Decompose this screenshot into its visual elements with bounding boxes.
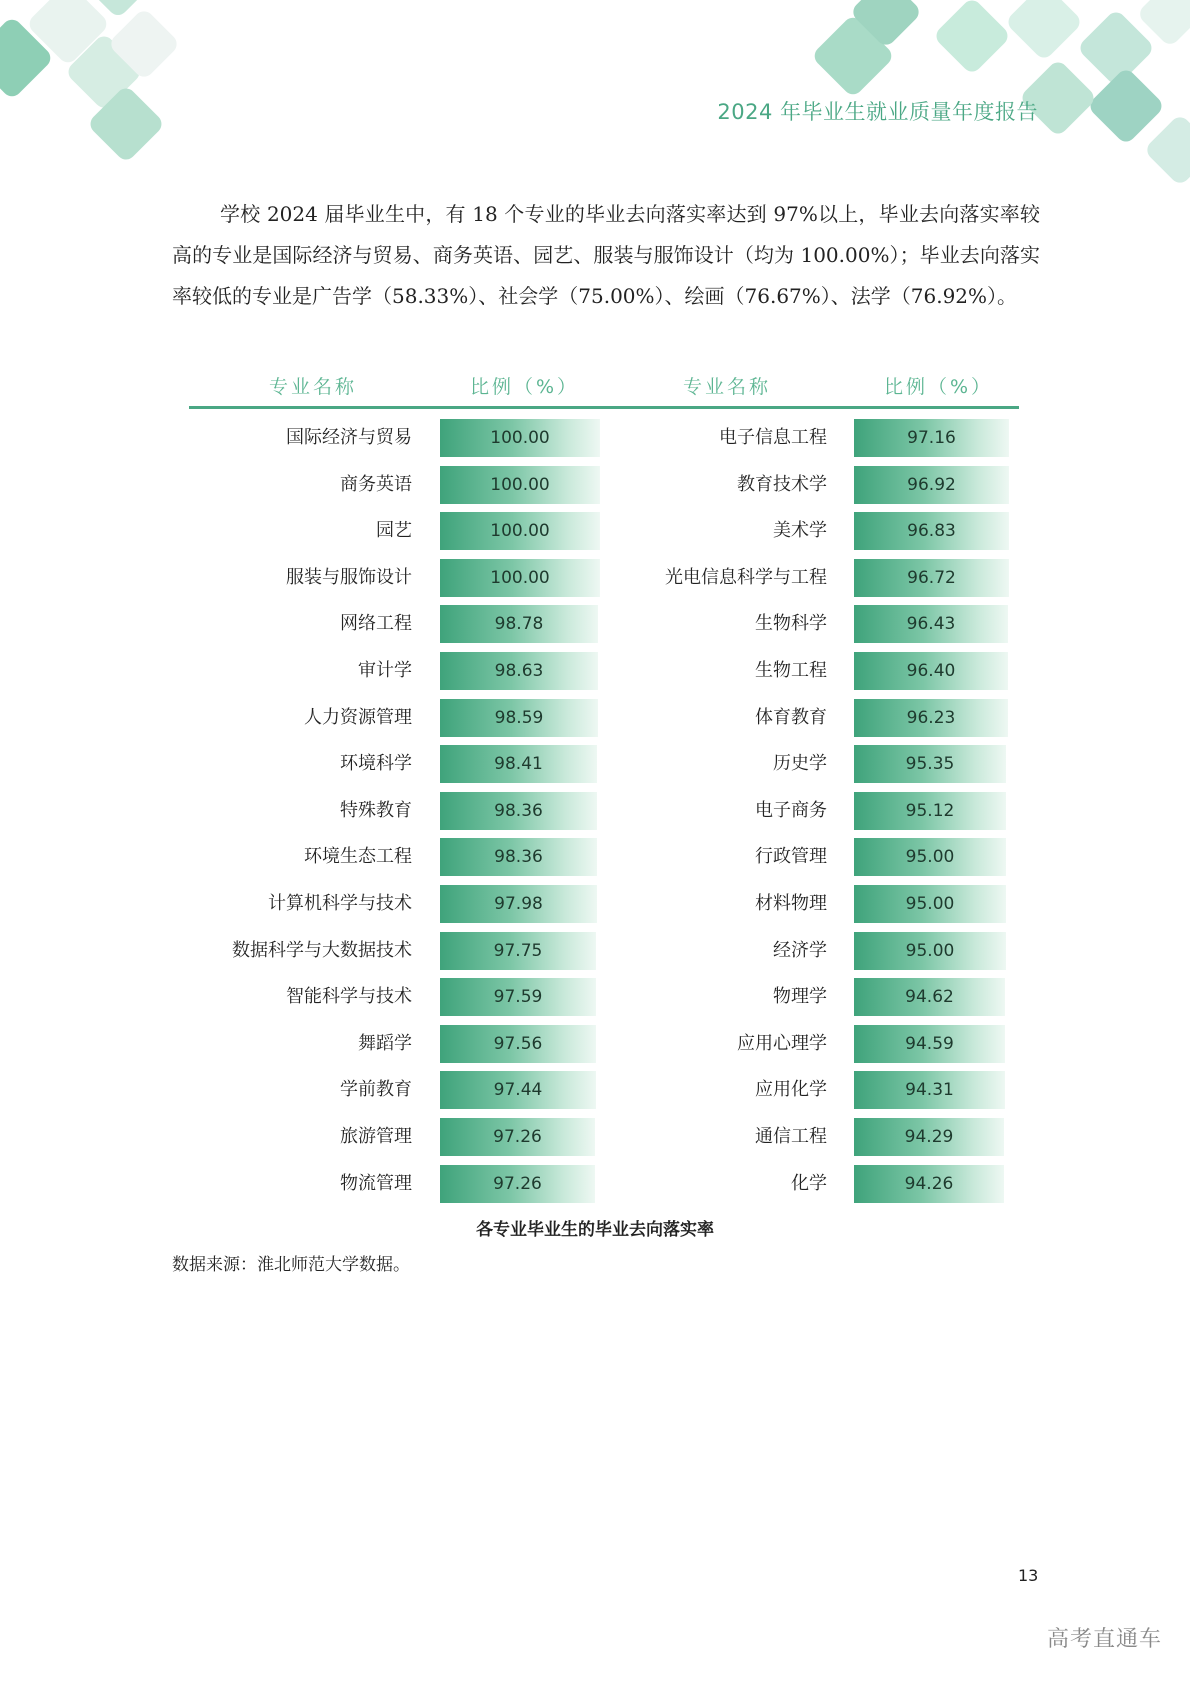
rate-bar-left: 97.98: [440, 885, 597, 923]
table-row: [189, 559, 1019, 606]
table-row: [189, 512, 1019, 559]
intro-paragraph: 学校 2024 届毕业生中，有 18 个专业的毕业去向落实率达到 97%以上，毕业去向落实率较高的专业是国际经济与贸易、商务英语、园艺、服装与服饰设计（均为 100.00%）；毕业去向落实率较低的专业是广告学（58.33%）、社会学（75.00%）、绘画（76.67%）、法学（76.92%）。: [172, 202, 1040, 308]
header-ratio-left: 比例（%）: [470, 376, 580, 398]
table-row: [189, 838, 1019, 885]
major-name-left: 环境科学: [340, 753, 412, 775]
major-name-left: 学前教育: [340, 1079, 412, 1101]
major-name-right: 光电信息科学与工程: [665, 566, 827, 588]
major-name-right: 体育教育: [755, 706, 827, 728]
major-name-left: 智能科学与技术: [286, 986, 412, 1008]
rate-bar-left: 97.44: [440, 1071, 596, 1109]
major-name-left: 特殊教育: [340, 799, 412, 821]
major-name-left: 园艺: [376, 520, 412, 542]
rate-bar-left: 97.26: [440, 1118, 595, 1156]
report-header-title: 2024 年毕业生就业质量年度报告: [717, 100, 1038, 124]
rate-bar-left: 97.75: [440, 932, 596, 970]
rate-bar-left: 97.26: [440, 1165, 595, 1203]
major-name-right: 应用心理学: [737, 1032, 827, 1054]
rate-bar-right: 96.40: [854, 652, 1008, 690]
rate-bar-left: 100.00: [440, 419, 600, 457]
major-name-right: 行政管理: [755, 846, 827, 868]
major-name-right: 生物工程: [755, 660, 827, 681]
rate-bar-right: 94.26: [854, 1165, 1004, 1203]
watermark-text: 高考直通车: [1046, 1627, 1162, 1652]
table-row: [189, 745, 1019, 792]
table-row: [189, 978, 1019, 1025]
major-name-right: 电子商务: [755, 799, 827, 821]
major-name-left: 国际经济与贸易: [286, 427, 412, 448]
major-name-right: 历史学: [773, 753, 827, 775]
rate-bar-left: 98.41: [440, 745, 597, 783]
major-name-right: 美术学: [773, 520, 827, 542]
rate-bar-right: 95.35: [854, 745, 1006, 783]
rate-bar-right: 94.59: [854, 1025, 1005, 1063]
major-name-left: 环境生态工程: [304, 846, 412, 868]
major-name-right: 通信工程: [755, 1126, 827, 1147]
table-row: [189, 699, 1019, 746]
table-row: [189, 1118, 1019, 1165]
rate-bar-right: 96.43: [854, 605, 1008, 643]
rate-bar-left: 98.63: [440, 652, 598, 690]
major-name-right: 生物科学: [755, 613, 827, 635]
rate-bar-right: 94.29: [854, 1118, 1004, 1156]
major-name-right: 电子信息工程: [719, 427, 827, 448]
rate-bar-right: 96.83: [854, 512, 1009, 550]
major-name-left: 审计学: [358, 660, 412, 681]
major-name-left: 计算机科学与技术: [268, 893, 412, 914]
major-name-right: 材料物理: [755, 893, 827, 914]
rate-bar-right: 97.16: [854, 419, 1009, 457]
header-ratio-right: 比例（%）: [884, 376, 994, 398]
rate-bar-right: 95.00: [854, 838, 1006, 876]
major-name-right: 教育技术学: [737, 473, 827, 495]
data-source-note: 数据来源：淮北师范大学数据。: [172, 1255, 410, 1275]
header-major-name-left: 专业名称: [269, 376, 358, 398]
rate-bar-right: 96.23: [854, 699, 1008, 737]
rate-bar-left: 100.00: [440, 512, 600, 550]
rate-bar-left: 97.56: [440, 1025, 596, 1063]
rate-bar-left: 98.36: [440, 838, 597, 876]
major-name-right: 物理学: [773, 986, 827, 1008]
table-row: [189, 466, 1019, 513]
table-row: [189, 792, 1019, 839]
table-row: [189, 605, 1019, 652]
rate-bar-left: 98.78: [440, 605, 598, 643]
table-row: [189, 932, 1019, 979]
rate-bar-right: 94.31: [854, 1071, 1005, 1109]
table-row: [189, 419, 1019, 466]
header-major-name-right: 专业名称: [683, 376, 772, 398]
table-caption: 各专业毕业生的毕业去向落实率: [476, 1220, 714, 1240]
rate-bar-right: 95.00: [854, 932, 1006, 970]
majors-rate-table: [189, 366, 1019, 1194]
major-name-left: 人力资源管理: [304, 706, 412, 728]
table-row: [189, 1071, 1019, 1118]
rate-bar-left: 98.36: [440, 792, 597, 830]
rate-bar-left: 100.00: [440, 466, 600, 504]
rate-bar-left: 100.00: [440, 559, 600, 597]
major-name-right: 化学: [791, 1172, 827, 1194]
major-name-left: 网络工程: [340, 613, 412, 635]
rate-bar-left: 98.59: [440, 699, 598, 737]
major-name-left: 舞蹈学: [358, 1032, 412, 1054]
rate-bar-right: 95.12: [854, 792, 1006, 830]
major-name-right: 应用化学: [755, 1079, 827, 1101]
major-name-left: 数据科学与大数据技术: [232, 939, 412, 961]
major-name-left: 旅游管理: [340, 1126, 412, 1147]
rate-bar-right: 94.62: [854, 978, 1005, 1016]
major-name-left: 服装与服饰设计: [286, 566, 412, 588]
rate-bar-left: 97.59: [440, 978, 596, 1016]
rate-bar-right: 95.00: [854, 885, 1006, 923]
table-row: [189, 1165, 1019, 1212]
table-row: [189, 1025, 1019, 1072]
major-name-right: 经济学: [773, 939, 827, 961]
major-name-left: 商务英语: [340, 473, 412, 495]
rate-bar-right: 96.72: [854, 559, 1009, 597]
table-header: [189, 366, 1019, 409]
table-row: [189, 885, 1019, 932]
rate-bar-right: 96.92: [854, 466, 1009, 504]
table-row: [189, 652, 1019, 699]
page-number: 13: [1018, 1566, 1039, 1585]
major-name-left: 物流管理: [340, 1172, 412, 1194]
